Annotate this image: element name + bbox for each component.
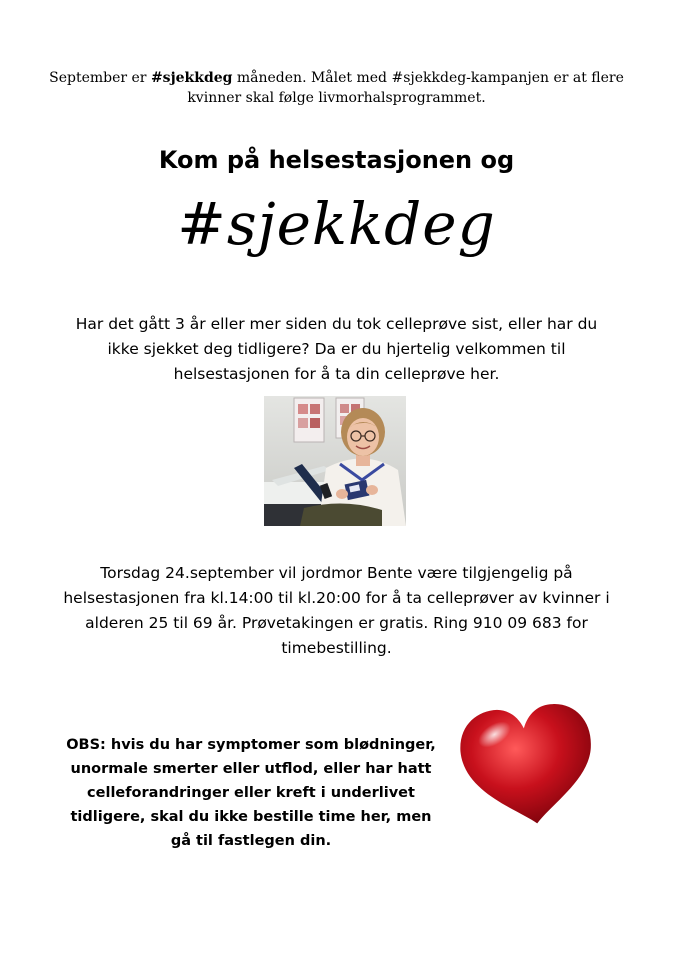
intro-part1: September er [49,70,151,86]
intro-part2: måneden. Målet med #sjekkdeg-kampanjen er at flere kvinner skal følge livmorhalsprogrammet. [187,70,624,106]
heart-icon [455,700,603,830]
paragraph-invitation: Har det gått 3 år eller mer siden du tok celleprøve sist, eller har du ikke sjekket deg tidligere? Da er du hjertelig velkommen til helsestasjonen for å ta din celleprøve her. [75,315,598,383]
midwife-photo-image [264,396,406,526]
headline: Kom på helsestasjonen og [158,146,515,174]
intro-text [40,68,633,108]
intro-hashtag: #sjekkdeg [150,70,233,86]
midwife-photo [264,396,406,526]
paragraph-appointment-info: Torsdag 24.september vil jordmor Bente være tilgjengelig på helsestasjonen fra kl.14:00 til kl.20:00 for å ta celleprøver av kvinner i alderen 25 til 69 år. Prøvetakingen er gratis. Ring 910 09 683 for timebestilling. [63,564,610,657]
obs-warning: OBS: hvis du har symptomer som blødninger, unormale smerter eller utflod, eller har hatt celleforandringer eller kreft i underlivet tidligere, skal du ikke bestille time her, men gå til fastlegen din. [66,737,436,849]
hashtag-title: #sjekkdeg [177,190,496,258]
